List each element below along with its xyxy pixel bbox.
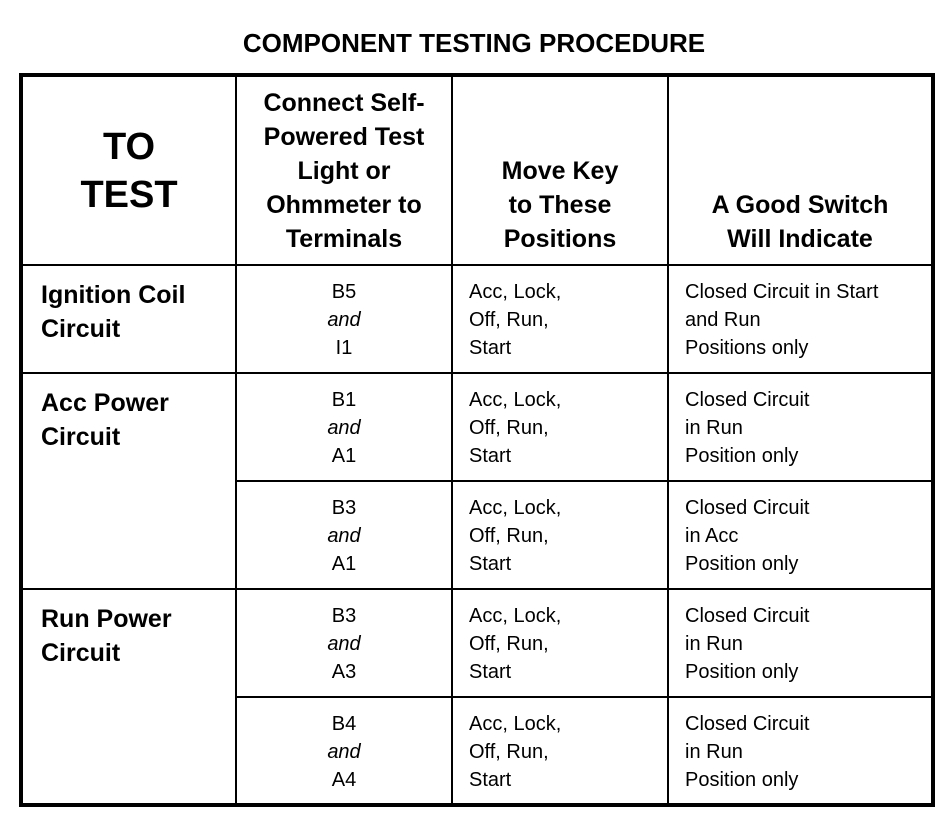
header-move-key	[452, 75, 668, 265]
header-text-line: Positions	[503, 225, 617, 253]
indication-line: Closed Circuit	[685, 497, 810, 519]
indication-line: Position only	[685, 769, 799, 791]
test-name-line: Circuit	[41, 315, 121, 343]
and-label: and	[327, 417, 361, 439]
test-name-line: Acc Power	[41, 389, 169, 417]
header-text-line: Will Indicate	[727, 225, 873, 253]
terminals-cell	[236, 697, 452, 805]
page-title: COMPONENT TESTING PROCEDURE	[242, 28, 706, 58]
indication-line: in Run	[685, 417, 743, 439]
position-line: Off, Run,	[469, 417, 549, 439]
key-positions-cell	[452, 265, 668, 373]
indication-line: Closed Circuit	[685, 713, 810, 735]
indication-line: in Run	[685, 633, 743, 655]
position-line: Start	[469, 337, 512, 359]
test-group-ignition-coil	[21, 265, 236, 373]
position-line: Start	[469, 553, 512, 575]
terminals-cell	[236, 589, 452, 697]
test-name-line: Ignition Coil	[41, 281, 186, 309]
terminal-label: B3	[331, 605, 357, 627]
indication-line: in Run	[685, 741, 743, 763]
indication-line: Position only	[685, 661, 799, 683]
test-name-line: Circuit	[41, 639, 121, 667]
indication-line: Position only	[685, 445, 799, 467]
key-positions-cell	[452, 373, 668, 481]
test-group-acc-power	[21, 373, 236, 589]
header-text-line: A Good Switch	[711, 191, 889, 219]
terminals-cell	[236, 265, 452, 373]
indication-line: Position only	[685, 553, 799, 575]
position-line: Acc, Lock,	[469, 713, 562, 735]
header-text-line: Ohmmeter to	[266, 191, 422, 219]
header-text-line: TEST	[80, 173, 178, 216]
header-connect-terminals	[236, 75, 452, 265]
terminals-cell	[236, 373, 452, 481]
indication-cell	[668, 265, 933, 373]
indication-line: and Run	[685, 309, 761, 331]
position-line: Acc, Lock,	[469, 389, 562, 411]
position-line: Acc, Lock,	[469, 497, 562, 519]
and-label: and	[327, 309, 361, 331]
terminal-label: A3	[331, 661, 357, 683]
position-line: Off, Run,	[469, 309, 549, 331]
indication-cell	[668, 697, 933, 805]
position-line: Start	[469, 661, 512, 683]
header-to-test	[21, 75, 236, 265]
indication-cell	[668, 589, 933, 697]
terminal-label: A4	[331, 769, 357, 791]
and-label: and	[327, 633, 361, 655]
key-positions-cell	[452, 481, 668, 589]
table-row	[21, 265, 933, 373]
header-text-line: TO	[102, 125, 156, 168]
header-text-line: Connect Self-	[263, 89, 425, 117]
position-line: Start	[469, 769, 512, 791]
test-name-line: Run Power	[41, 605, 172, 633]
position-line: Start	[469, 445, 512, 467]
terminal-label: A1	[331, 553, 357, 575]
header-text-line: Powered Test	[263, 123, 425, 151]
terminal-label: A1	[331, 445, 357, 467]
and-label: and	[327, 525, 361, 547]
terminal-label: B3	[331, 497, 357, 519]
header-text-line: Terminals	[285, 225, 403, 253]
key-positions-cell	[452, 589, 668, 697]
terminal-label: B4	[331, 713, 357, 735]
position-line: Acc, Lock,	[469, 605, 562, 627]
terminal-label: I1	[335, 337, 353, 359]
indication-line: in Acc	[685, 525, 739, 547]
position-line: Off, Run,	[469, 525, 549, 547]
table-row	[21, 589, 933, 697]
terminal-label: B1	[331, 389, 357, 411]
header-text-line: to These	[508, 191, 612, 219]
header-text-line: Light or	[297, 157, 391, 185]
position-line: Off, Run,	[469, 633, 549, 655]
indication-line: Closed Circuit in Start	[685, 281, 879, 303]
position-line: Off, Run,	[469, 741, 549, 763]
component-testing-table	[19, 73, 935, 807]
indication-line: Positions only	[685, 337, 809, 359]
header-row	[21, 75, 933, 265]
header-text-line: Move Key	[501, 157, 619, 185]
indication-cell	[668, 481, 933, 589]
table-row	[21, 373, 933, 481]
test-group-run-power	[21, 589, 236, 805]
and-label: and	[327, 741, 361, 763]
key-positions-cell	[452, 697, 668, 805]
position-line: Acc, Lock,	[469, 281, 562, 303]
header-good-switch	[668, 75, 933, 265]
indication-line: Closed Circuit	[685, 389, 810, 411]
terminals-cell	[236, 481, 452, 589]
indication-line: Closed Circuit	[685, 605, 810, 627]
indication-cell	[668, 373, 933, 481]
test-name-line: Circuit	[41, 423, 121, 451]
terminal-label: B5	[331, 281, 357, 303]
